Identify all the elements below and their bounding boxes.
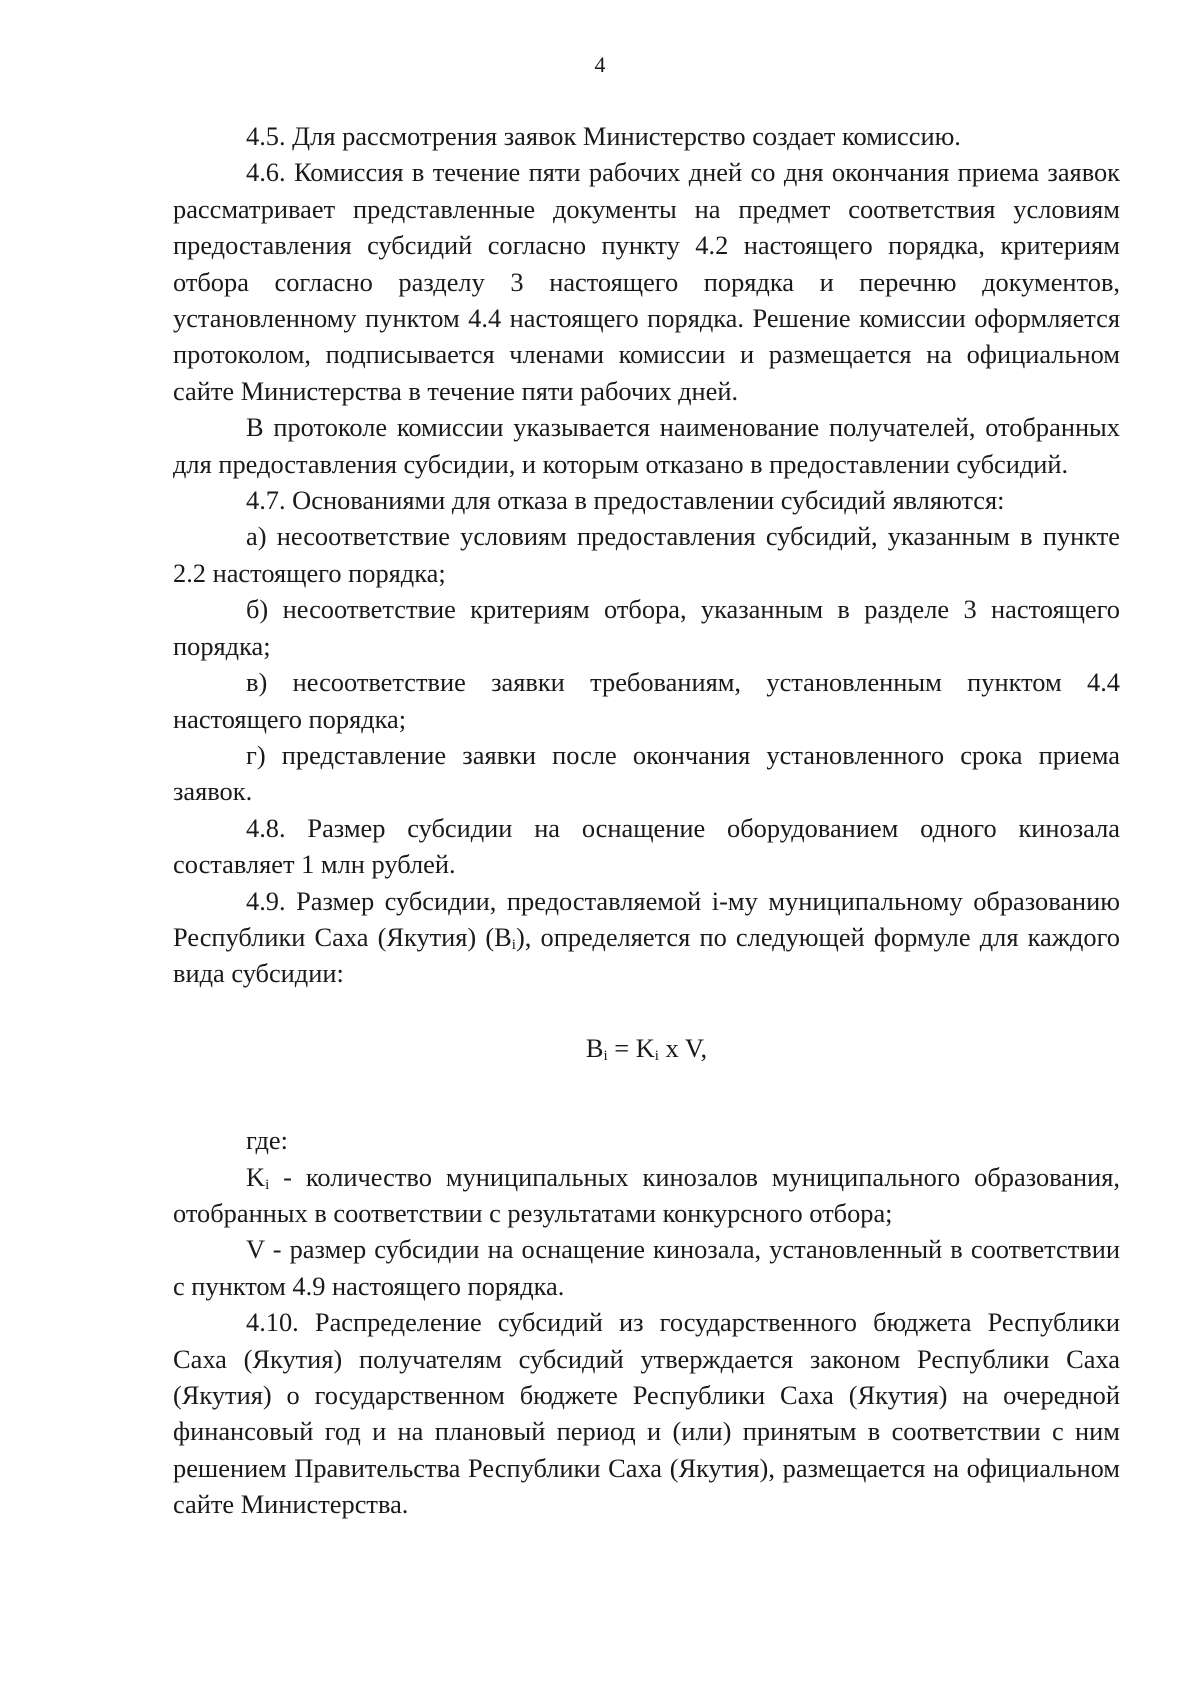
definition-k-symbol: K [246, 1161, 266, 1192]
formula-k-subscript: i [654, 1047, 659, 1064]
paragraph-4-7-a: а) несоответствие условиям предоставления субсидий, указанным в пункте 2.2 настоящего порядка; [173, 521, 1120, 588]
formula-b: B [585, 1032, 604, 1063]
formula [173, 1030, 1120, 1066]
paragraph-where: где: [246, 1125, 288, 1156]
definition-k-text: - количество муниципальных кинозалов муниципального образования, отобранных в соответствии с результатами конкурсного отбора; [173, 1161, 1120, 1228]
paragraph-protocol: В протоколе комиссии указывается наименование получателей, отобранных для предоставления субсидии, и которым отказано в предоставлении субсидий. [173, 412, 1120, 479]
definition-v: V - размер субсидии на оснащение кинозала, установленный в соответствии с пунктом 4.9 настоящего порядка. [173, 1234, 1120, 1301]
definition-k [173, 1159, 1120, 1232]
paragraph-4-9 [173, 883, 1120, 992]
document-body [173, 118, 1120, 1523]
page-number: 4 [594, 52, 606, 77]
paragraph-4-7-v: в) несоответствие заявки требованиям, установленным пунктом 4.4 настоящего порядка; [173, 667, 1120, 734]
formula-equals-k: = K [607, 1032, 655, 1063]
paragraph-4-5: 4.5. Для рассмотрения заявок Министерство создает комиссию. [246, 121, 961, 151]
formula-times-v: x V, [658, 1032, 708, 1063]
paragraph-4-9-text-end: ), определяется по следующей формуле для каждого вида субсидии: [173, 921, 1120, 989]
definition-k-subscript: i [265, 1176, 270, 1193]
paragraph-4-6: 4.6. Комиссия в течение пяти рабочих дней со дня окончания приема заявок рассматривает представленные документы на предмет соответствия условиям предоставления субсидий согласно пункту 4.2 настоящего порядка, критериям отбора согласно разделу 3 настоящего порядка и перечню документов, установленному пунктом 4.4 настоящего порядка. Решение комиссии оформляется протоколом, подписывается членами комиссии и размещается на официальном сайте Министерства в течение пяти рабочих дней. [173, 157, 1120, 406]
paragraph-4-7-g: г) представление заявки после окончания установленного срока приема заявок. [173, 739, 1120, 807]
paragraph-4-10: 4.10. Распределение субсидий из государственного бюджета Республики Саха (Якутия) получателям субсидий утверждается законом Республики Саха (Якутия) о государственном бюджете Республики Саха (Якутия) на очередной финансовый год и на плановый период и (или) принятым в соответствии с ним решением Правительства Республики Саха (Якутия), размещается на официальном сайте Министерства. [173, 1307, 1120, 1520]
formula-b-subscript: i [603, 1047, 608, 1064]
paragraph-4-9-text-start: 4.9. Размер субсидии, предоставляемой i-му муниципальному образованию Республики Саха (Якутия) (B [173, 885, 1120, 952]
subscript-i: i [511, 936, 516, 953]
paragraph-4-7: 4.7. Основаниями для отказа в предоставлении субсидий являются: [246, 485, 1005, 516]
paragraph-4-7-b: б) несоответствие критериям отбора, указанным в разделе 3 настоящего порядка; [173, 594, 1120, 661]
paragraph-4-8: 4.8. Размер субсидии на оснащение оборудованием одного кинозала составляет 1 млн рублей. [173, 812, 1120, 880]
